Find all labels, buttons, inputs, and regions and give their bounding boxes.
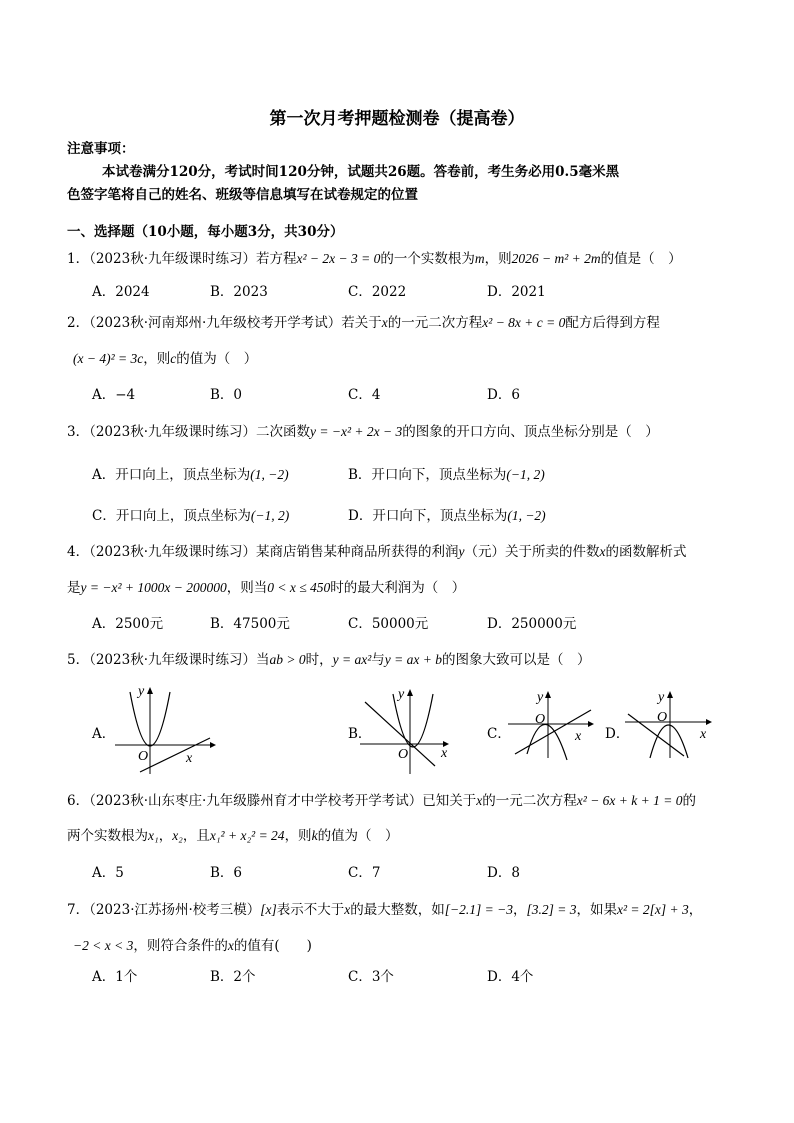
q5a-origin: O [138, 749, 149, 764]
q2-option-d: D．6 [487, 387, 520, 403]
q6-option-d: D．8 [487, 865, 520, 881]
q2-option-b: B．0 [210, 387, 243, 403]
q5-graph-c [503, 686, 598, 761]
q5-option-a-label: A． [92, 726, 116, 742]
page-title: 第一次月考押题检测卷（提高卷） [269, 109, 525, 129]
q1-option-d: D．2021 [487, 284, 546, 300]
q6-option-c: C．7 [348, 865, 381, 881]
notice-line-1: 本试卷满分120分，考试时间120分钟，试题共26题。答卷前，考生务必用0.5毫米黑 [102, 164, 620, 180]
question-1-stem: 1．（2023秋·九年级课时练习）若方程x² − 2x − 3 = 0的一个实数根为m，则2026 − m² + 2m的值是（ ） [67, 251, 682, 267]
q2-option-a: A．−4 [92, 387, 136, 403]
notice-heading: 注意事项： [67, 141, 135, 157]
q5d-origin: O [657, 710, 668, 725]
q5d-axis-y: y [658, 690, 665, 705]
section-heading: 一、选择题（10小题，每小题3分，共30分） [67, 224, 344, 240]
q5d-axis-x: x [700, 727, 707, 742]
q5-option-d-label: D． [605, 726, 630, 742]
q5b-origin: O [398, 747, 409, 762]
question-6-stem-cont: 两个实数根为x₁，x₂，且x₁² + x₂² = 24，则k的值为（ ） [67, 828, 399, 844]
q5a-axis-y: y [138, 684, 145, 699]
q4-option-b: B．47500元 [210, 616, 290, 632]
q1-option-b: B．2023 [210, 284, 268, 300]
q7-option-a: A．1个 [92, 969, 138, 985]
question-2-stem-cont: (x − 4)² = 3c，则c的值为（ ） [73, 351, 258, 367]
question-4-stem-cont: 是y = −x² + 1000x − 200000，则当0 < x ≤ 450时的最大利润为（ ） [67, 580, 466, 596]
q5b-axis-x: x [441, 746, 448, 761]
q5c-origin: O [535, 712, 546, 727]
q2-option-c: C．4 [348, 387, 381, 403]
question-5-stem: 5．（2023秋·九年级课时练习）当ab > 0时，y = ax²与y = ax + b的图象大致可以是（ ） [67, 652, 591, 668]
q6-option-b: B．6 [210, 865, 243, 881]
q7-option-c: C．3个 [348, 969, 394, 985]
notice-line-2: 色签字笔将自己的姓名、班级等信息填写在试卷规定的位置 [67, 187, 418, 203]
question-2-stem: 2．（2023秋·河南郑州·九年级校考开学考试）若关于x的一元二次方程x² − 8x + c = 0配方后得到方程 [67, 315, 660, 331]
q6-option-a: A．5 [92, 865, 124, 881]
q3-option-a: A．开口向上，顶点坐标为(1, −2) [92, 467, 289, 483]
question-6-stem: 6．（2023秋·山东枣庄·九年级滕州育才中学校考开学考试）已知关于x的一元二次方程x² − 6x + k + 1 = 0的 [67, 793, 696, 809]
q3-option-c: C．开口向上，顶点坐标为(−1, 2) [92, 508, 290, 524]
q5-graph-b [355, 682, 455, 777]
q7-option-b: B．2个 [210, 969, 256, 985]
question-7-stem: 7．（2023·江苏扬州·校考三模）[x]表示不大于x的最大整数，如[−2.1] = −3，[3.2] = 3，如果x² = 2[x] + 3， [67, 902, 703, 918]
q5-graph-d [620, 686, 720, 761]
question-7-stem-cont: −2 < x < 3，则符合条件的x的值有( ) [73, 938, 312, 954]
q5-option-b-label: B． [348, 726, 372, 742]
q1-option-c: C．2022 [348, 284, 407, 300]
q4-option-c: C．50000元 [348, 616, 429, 632]
q7-option-d: D．4个 [487, 969, 534, 985]
q5c-axis-y: y [537, 690, 544, 705]
q5b-axis-y: y [398, 687, 405, 702]
q5c-axis-x: x [575, 729, 582, 744]
q5a-axis-x: x [186, 751, 193, 766]
q5-graph-a [110, 682, 220, 777]
q1-option-a: A．2024 [92, 284, 150, 300]
q4-option-d: D．250000元 [487, 616, 577, 632]
q3-option-b: B．开口向下，顶点坐标为(−1, 2) [348, 467, 545, 483]
q3-option-d: D．开口向下，顶点坐标为(1, −2) [348, 508, 546, 524]
q5-option-c-label: C． [487, 726, 511, 742]
question-4-stem: 4．（2023秋·九年级课时练习）某商店销售某种商品所获得的利润y（元）关于所卖的件数x的函数解析式 [67, 544, 687, 560]
q4-option-a: A．2500元 [92, 616, 164, 632]
question-3-stem: 3．（2023秋·九年级课时练习）二次函数y = −x² + 2x − 3的图象的开口方向、顶点坐标分别是（ ） [67, 424, 659, 440]
